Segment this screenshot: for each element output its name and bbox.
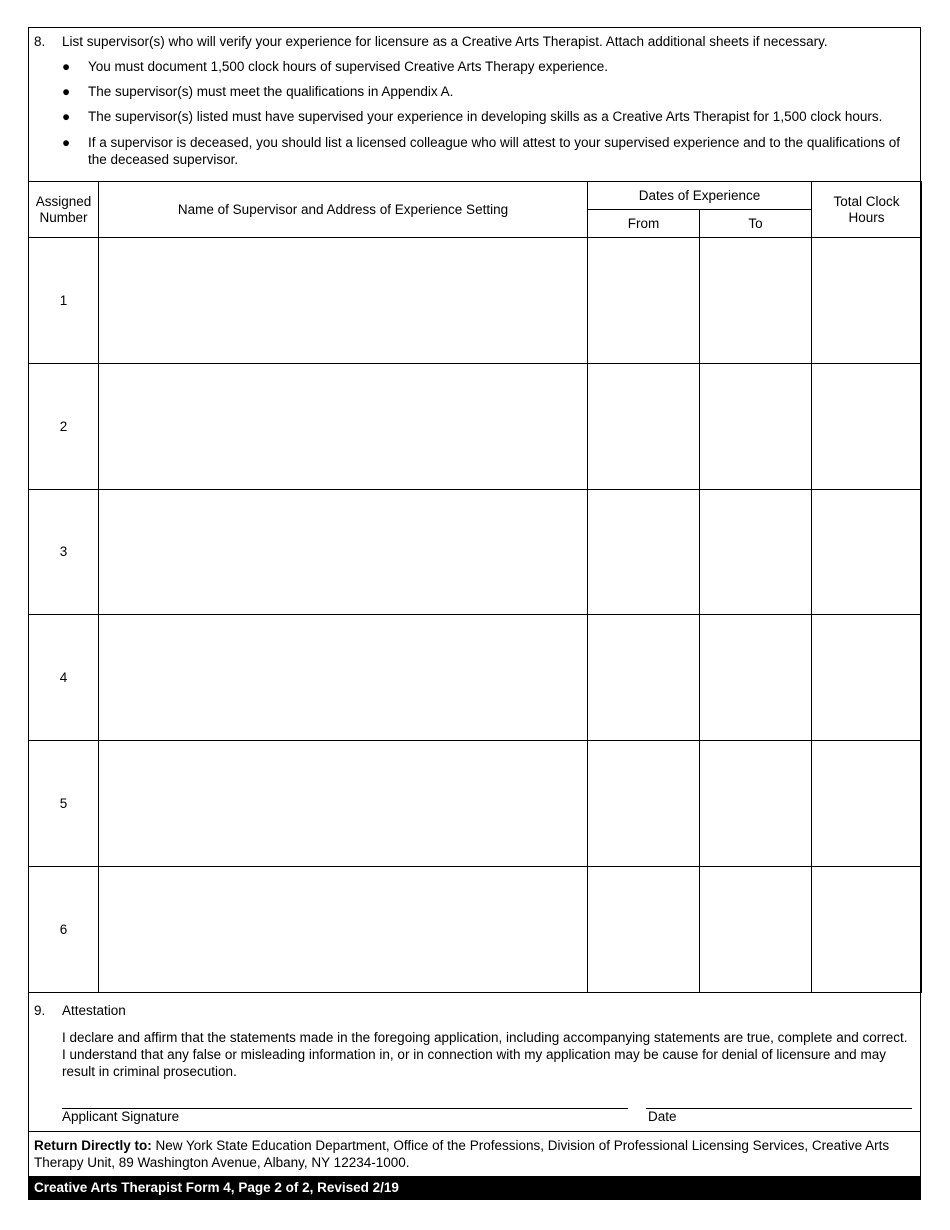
- table-row: [29, 489, 922, 615]
- list-item: ● You must document 1,500 clock hours of supervised Creative Arts Therapy experience.: [62, 59, 609, 74]
- to-cell[interactable]: [700, 489, 812, 615]
- section-8-number: 8.: [34, 34, 46, 49]
- supervisor-table: [28, 181, 922, 993]
- form-page: [28, 27, 921, 1200]
- name-address-cell[interactable]: [99, 615, 588, 741]
- to-cell[interactable]: [700, 866, 812, 992]
- header-name-address: Name of Supervisor and Address of Experience Setting: [99, 182, 588, 238]
- hours-cell[interactable]: [812, 866, 922, 992]
- header-total-hours: Total Clock Hours: [812, 182, 922, 238]
- row-number: 5: [29, 741, 99, 867]
- list-item: ● The supervisor(s) listed must have supervised your experience in developing skills as a Creative Arts Therapist for 1,500 clock hours.: [62, 109, 883, 125]
- row-number: 6: [29, 866, 99, 992]
- from-cell[interactable]: [588, 363, 700, 489]
- name-address-cell[interactable]: [99, 741, 588, 867]
- from-cell[interactable]: [588, 489, 700, 615]
- hours-cell[interactable]: [812, 741, 922, 867]
- to-cell[interactable]: [700, 363, 812, 489]
- name-address-cell[interactable]: [99, 866, 588, 992]
- hours-cell[interactable]: [812, 489, 922, 615]
- table-row: [29, 363, 922, 489]
- bullet-icon: ●: [62, 59, 71, 74]
- to-cell[interactable]: [700, 741, 812, 867]
- attestation-text: I declare and affirm that the statements made in the foregoing application, including accompanying statements are true, complete and correct. I understand that any false or misleading information in, or in connection with my application may be cause for denial of licensure and may result in criminal prosecution.: [62, 1030, 908, 1079]
- row-number: 3: [29, 489, 99, 615]
- row-number: 4: [29, 615, 99, 741]
- name-address-cell[interactable]: [99, 489, 588, 615]
- hours-cell[interactable]: [812, 238, 922, 364]
- table-row: [29, 866, 922, 992]
- row-number: 2: [29, 363, 99, 489]
- header-dates: Dates of Experience: [588, 182, 812, 210]
- return-address: [34, 1137, 912, 1171]
- section-8-intro: List supervisor(s) who will verify your experience for licensure as a Creative Arts Therapist. Attach additional sheets if necessary.: [62, 34, 828, 49]
- list-item: ● The supervisor(s) must meet the qualifications in Appendix A.: [62, 84, 454, 100]
- to-cell[interactable]: [700, 615, 812, 741]
- return-text: New York State Education Department, Office of the Professions, Division of Professional Licensing Services, Creative Arts Therapy Unit, 89 Washington Avenue, Albany, NY 12234-1000.: [34, 1138, 890, 1170]
- name-address-cell[interactable]: [99, 238, 588, 364]
- name-address-cell[interactable]: [99, 363, 588, 489]
- table-row: [29, 615, 922, 741]
- section-9-number: 9.: [34, 1003, 46, 1018]
- bullet-icon: ●: [62, 134, 71, 150]
- from-cell[interactable]: [588, 866, 700, 992]
- form-footer: Creative Arts Therapist Form 4, Page 2 of 2, Revised 2/19: [29, 1176, 920, 1200]
- from-cell[interactable]: [588, 741, 700, 867]
- date-label: Date: [648, 1109, 677, 1124]
- section-8: [29, 28, 920, 182]
- section-9-attestation: [29, 993, 920, 1132]
- signature-label: Applicant Signature: [62, 1109, 180, 1124]
- requirements-list: [29, 58, 920, 176]
- date-field[interactable]: [646, 1108, 912, 1109]
- list-item: ● If a supervisor is deceased, you should list a licensed colleague who will attest to your supervised experience and to the qualifications of the deceased supervisor.: [62, 134, 900, 167]
- header-from: From: [588, 210, 700, 238]
- header-to: To: [700, 210, 812, 238]
- bullet-icon: ●: [62, 84, 71, 100]
- table-row: [29, 238, 922, 364]
- to-cell[interactable]: [700, 238, 812, 364]
- return-label: Return Directly to:: [34, 1138, 152, 1153]
- from-cell[interactable]: [588, 615, 700, 741]
- table-row: [29, 741, 922, 867]
- row-number: 1: [29, 238, 99, 364]
- hours-cell[interactable]: [812, 363, 922, 489]
- from-cell[interactable]: [588, 238, 700, 364]
- header-assigned-number: Assigned Number: [29, 182, 99, 238]
- bullet-icon: ●: [62, 109, 71, 125]
- hours-cell[interactable]: [812, 615, 922, 741]
- section-9-title: Attestation: [62, 1003, 126, 1018]
